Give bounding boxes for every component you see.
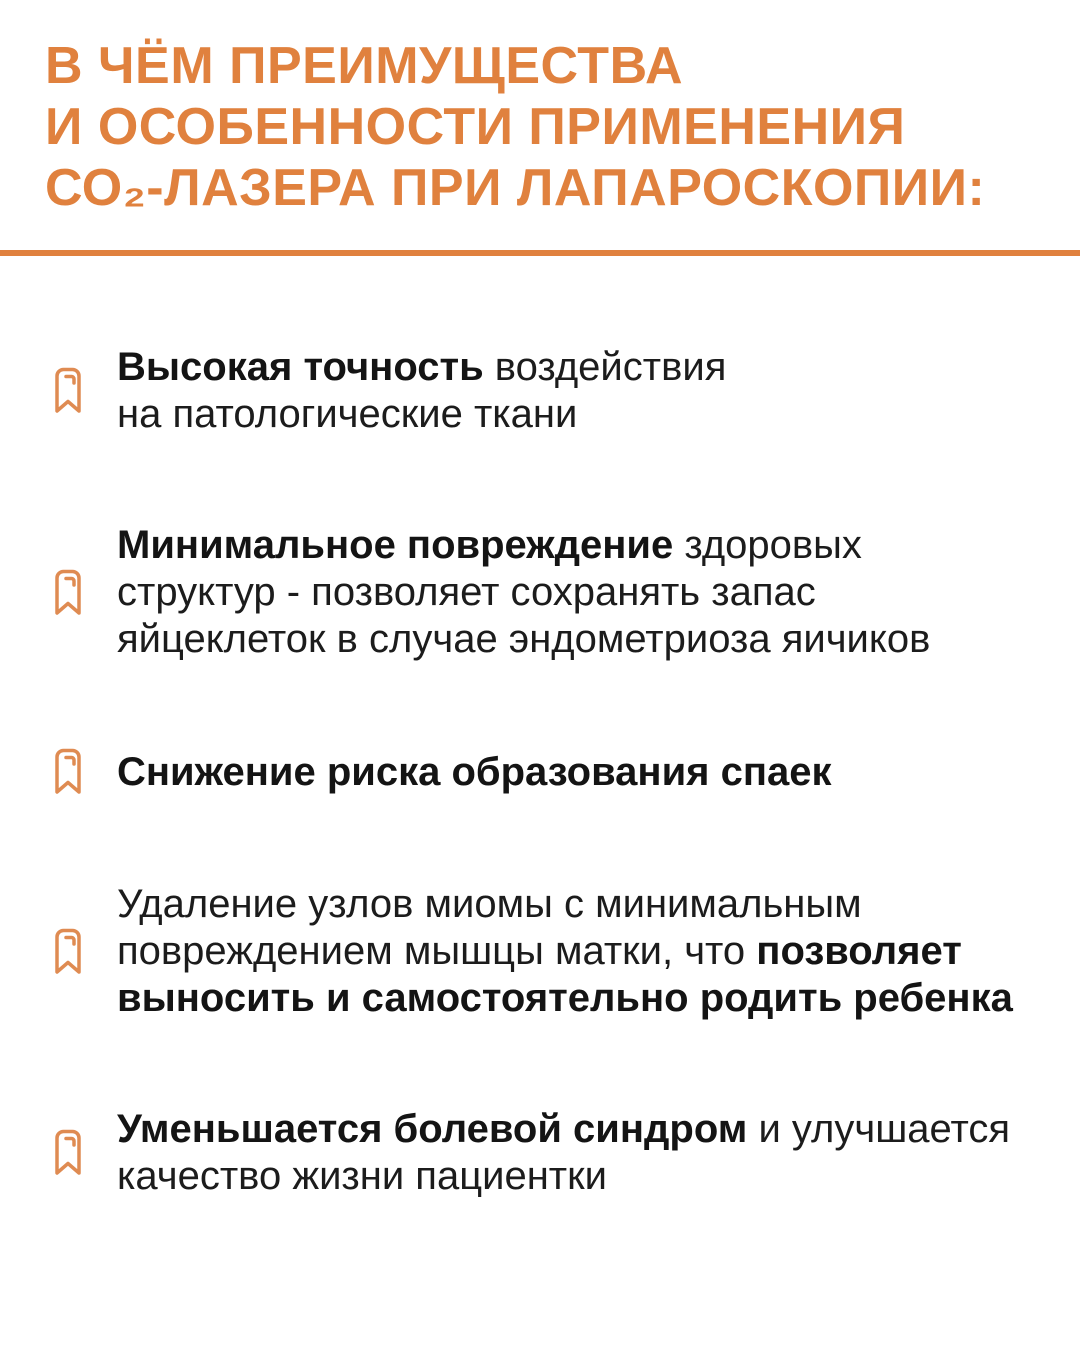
text-line: яйцеклеток в случае эндометриоза яичиков [117, 617, 931, 661]
list-item-text [117, 749, 832, 796]
text-line: повреждением мышцы матки, что позволяет [117, 929, 962, 973]
text-line: Уменьшается болевой синдром и улучшается [117, 1107, 1010, 1151]
text-line: выносить и самостоятельно родить ребенка [117, 976, 1013, 1020]
title-line-2: И ОСОБЕННОСТИ ПРИМЕНЕНИЯ [45, 98, 906, 156]
text-line: Минимальное повреждение здоровых [117, 523, 862, 567]
title-line-3: СО₂-ЛАЗЕРА ПРИ ЛАПАРОСКОПИИ: [45, 159, 986, 217]
title-line-1: В ЧЁМ ПРЕИМУЩЕСТВА [45, 37, 684, 95]
text-line: на патологические ткани [117, 392, 578, 436]
text-line: Высокая точность воздействия [117, 345, 727, 389]
text-line: Удаление узлов миомы с минимальным [117, 882, 862, 926]
list-item [52, 747, 1050, 797]
bookmark-icon [52, 927, 84, 977]
benefits-list [52, 344, 1050, 1200]
text-line: Снижение риска образования спаек [117, 749, 832, 794]
divider-line [0, 250, 1080, 256]
list-item [52, 522, 1050, 663]
text-line: качество жизни пациентки [117, 1154, 607, 1198]
bookmark-icon [52, 568, 84, 618]
list-item-text [117, 1106, 1010, 1200]
list-item [52, 881, 1050, 1022]
list-item-text [117, 522, 930, 663]
list-item [52, 1106, 1050, 1200]
bookmark-icon [52, 366, 84, 416]
text-line: структур - позволяет сохранять запас [117, 570, 816, 614]
bookmark-icon [52, 747, 84, 797]
list-item-text [117, 881, 1013, 1022]
list-item [52, 344, 1050, 438]
list-item-text [117, 344, 726, 438]
page-title [45, 36, 985, 219]
bookmark-icon [52, 1128, 84, 1178]
